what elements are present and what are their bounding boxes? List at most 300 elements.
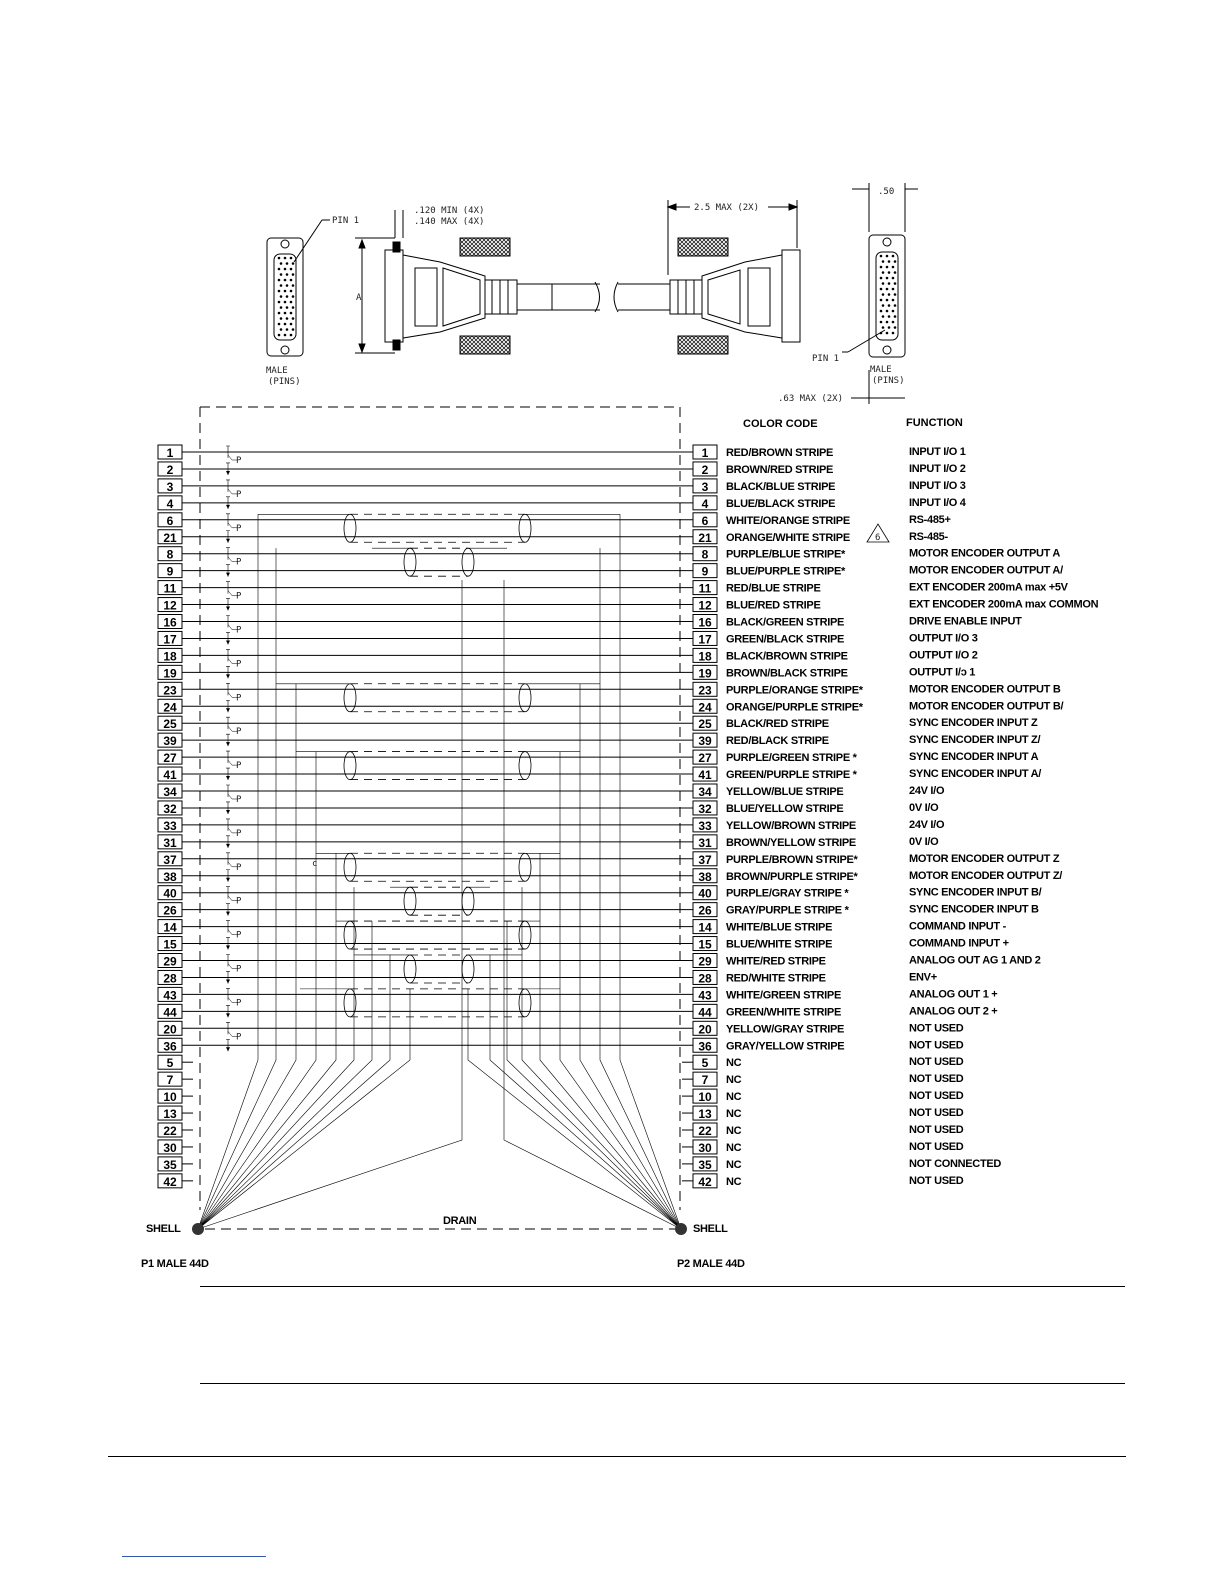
shield-right-ellipse: [519, 752, 531, 780]
p2-pin-number: 5: [701, 1056, 709, 1071]
function: INPUT I/O 1: [909, 446, 966, 458]
function: MOTOR ENCODER OUTPUT A/: [909, 564, 1063, 577]
p2-pin-number: 10: [698, 1090, 712, 1105]
p1-pin-number: 19: [163, 666, 177, 681]
shield-right-ellipse: [519, 514, 531, 542]
p1-pin-number: 30: [163, 1140, 177, 1155]
color-code: YELLOW/GRAY STRIPE: [726, 1023, 845, 1036]
p2-pin-number: 18: [698, 649, 712, 664]
p2-pin-number: 26: [698, 903, 712, 918]
color-code: ORANGE/PURPLE STRIPE*: [726, 701, 863, 714]
color-code: BLACK/BROWN STRIPE: [726, 650, 848, 663]
svg-text:6: 6: [875, 533, 881, 543]
twist-mark: P: [236, 693, 242, 704]
twist-mark: P: [236, 659, 242, 670]
p2-pin-number: 3: [701, 479, 709, 494]
right-pin1-label: PIN 1: [812, 354, 840, 364]
color-code: YELLOW/BROWN STRIPE: [726, 819, 856, 832]
p1-pin-number: 17: [163, 632, 177, 647]
function: EXT ENCODER 200mA max +5V: [909, 581, 1068, 594]
p1-pin-number: 40: [163, 886, 177, 901]
bottom-rule: [200, 1383, 1125, 1384]
shield-right-ellipse: [519, 921, 531, 949]
twist-arrow: [226, 810, 230, 814]
drain-wire-right: [490, 955, 681, 1229]
function: SYNC ENCODER INPUT B/: [909, 886, 1042, 899]
header-function: FUNCTION: [906, 417, 963, 429]
drain-wire-right: [468, 989, 681, 1229]
p2-pin-number: 34: [698, 785, 712, 799]
color-code: NC: [726, 1074, 742, 1087]
pin-row: [158, 1055, 964, 1070]
color-code: RED/BLUE STRIPE: [726, 582, 821, 595]
function: 0V I/O: [909, 835, 939, 848]
pin-row: [158, 869, 1062, 884]
p2-pin-number: 30: [698, 1140, 712, 1155]
header-color-code: COLOR CODE: [743, 418, 818, 430]
p2-pin-number: 38: [698, 869, 712, 884]
twist-arrow: [226, 1047, 230, 1051]
twist-mark: P: [236, 761, 242, 772]
drain-wire-left: [198, 684, 296, 1229]
color-code: WHITE/ORANGE STRIPE: [726, 514, 850, 527]
twist-arrow: [226, 946, 230, 950]
pin-row: [158, 699, 1063, 714]
drain-wire-left: [198, 548, 276, 1229]
p2-pin-number: 33: [698, 818, 712, 833]
function: RS-485+: [909, 513, 951, 526]
shell-right-label: SHELL: [693, 1223, 728, 1235]
dim-63-label: .63 MAX (2X): [778, 394, 844, 404]
footer-rule: [108, 1456, 1126, 1457]
p1-pin-number: 42: [163, 1174, 177, 1189]
pin-row: [158, 665, 975, 680]
color-code: BLUE/PURPLE STRIPE*: [726, 565, 845, 578]
function: NOT USED: [909, 1140, 964, 1153]
p2-pin-number: 6: [701, 513, 709, 528]
twist-mark: P: [236, 727, 242, 738]
pin-row: [158, 530, 948, 545]
pin-row: [158, 445, 966, 466]
twist-mark: P: [236, 964, 242, 975]
pin-row: [158, 750, 1039, 771]
drain-wire-left: [198, 752, 316, 1229]
p1-pin-number: 21: [163, 530, 177, 545]
p1-pin-number: 23: [163, 683, 177, 698]
left-male-label: MALE: [266, 366, 288, 376]
function: NOT USED: [909, 1073, 964, 1086]
p1-pin-number: 8: [166, 547, 174, 562]
function: NOT USED: [909, 1107, 964, 1120]
p1-pin-number: 27: [163, 751, 177, 766]
p2-pin-number: 12: [698, 598, 712, 613]
function: MOTOR ENCODER OUTPUT B/: [909, 700, 1064, 713]
center-drain-right: [504, 580, 681, 1229]
shield-left-ellipse: [344, 853, 356, 881]
p1-pin-number: 35: [163, 1157, 177, 1172]
pin-row: [158, 1089, 964, 1104]
p1-pin-number: 26: [163, 903, 177, 918]
shield-right-ellipse: [462, 887, 474, 915]
color-code: GRAY/YELLOW STRIPE: [726, 1040, 845, 1053]
p1-pin-number: 22: [163, 1124, 177, 1138]
color-code: PURPLE/BLUE STRIPE*: [726, 548, 845, 561]
p1-pin-number: 15: [163, 937, 177, 952]
color-code: WHITE/BLUE STRIPE: [726, 921, 833, 934]
function: NOT USED: [909, 1124, 964, 1136]
function: SYNC ENCODER INPUT Z: [909, 717, 1038, 730]
twist-arrow: [226, 505, 230, 509]
function: OUTPUT I/ɔ 1: [909, 666, 976, 679]
p2-pin-number: 24: [698, 700, 712, 715]
p1-pin-number: 34: [163, 785, 177, 799]
function: MOTOR ENCODER OUTPUT Z: [909, 852, 1060, 865]
function: INPUT I/O 3: [909, 479, 966, 492]
p1-pin-number: 43: [163, 988, 177, 1003]
p2-pin-number: 2: [701, 462, 709, 477]
p1-pin-number: 31: [163, 835, 177, 850]
p2-pin-number: 42: [698, 1174, 712, 1189]
p2-pin-number: 37: [698, 852, 712, 867]
connector-drawing: [266, 183, 918, 404]
color-code: RED/WHITE STRIPE: [726, 972, 826, 985]
twist-mark: P: [236, 998, 242, 1009]
p2-pin-number: 22: [698, 1124, 712, 1138]
pin-row: [158, 479, 966, 500]
shell-right-ground: [675, 1223, 687, 1235]
p1-pin-number: 37: [163, 852, 177, 867]
function: NOT USED: [909, 1039, 964, 1052]
function: COMMAND INPUT -: [909, 920, 1006, 933]
p1-pin-number: 11: [163, 581, 177, 596]
p1-pin-number: 3: [166, 479, 174, 494]
twist-mark: P: [236, 828, 242, 839]
function: NOT USED: [909, 1022, 964, 1035]
shield-left-ellipse: [404, 548, 416, 576]
p1-pin-number: 28: [163, 971, 177, 986]
twist-mark: P: [236, 557, 242, 568]
p2-pin-number: 41: [698, 768, 712, 783]
color-code: NC: [726, 1108, 742, 1121]
shield-right-ellipse: [462, 548, 474, 576]
p2-pin-number: 28: [698, 971, 712, 986]
color-code: PURPLE/GREEN STRIPE *: [726, 752, 857, 765]
twist-arrow: [226, 742, 230, 746]
function: MOTOR ENCODER OUTPUT A: [909, 547, 1061, 560]
color-code: BLUE/BLACK STRIPE: [726, 497, 836, 510]
right-connector-face: [869, 235, 905, 357]
pin-row: [158, 987, 997, 1008]
function: ANALOG OUT AG 1 AND 2: [909, 954, 1041, 967]
twist-arrow: [226, 674, 230, 678]
shield-left-ellipse: [404, 955, 416, 983]
function: OUTPUT I/O 2: [909, 649, 978, 662]
twist-arrow: [226, 607, 230, 611]
p2-pin-number: 35: [698, 1157, 712, 1172]
p1-pin-number: 4: [166, 496, 174, 511]
drain-wire-right: [507, 921, 681, 1229]
top-rule: [200, 1286, 1125, 1287]
p2-pin-number: 32: [698, 801, 712, 816]
dim-a-label: A: [356, 293, 362, 303]
color-code: NC: [726, 1125, 742, 1137]
function: MOTOR ENCODER OUTPUT Z/: [909, 869, 1063, 882]
p1-pin-number: 13: [163, 1107, 177, 1122]
twist-arrow: [226, 878, 230, 882]
p2-pin-number: 29: [698, 954, 712, 969]
p2-pin-number: 1: [701, 446, 709, 460]
p1-pin-number: 44: [163, 1005, 177, 1020]
function: EXT ENCODER 200mA max COMMON: [909, 598, 1099, 611]
p1-pin-number: 20: [163, 1022, 177, 1037]
p2-pin-number: 14: [698, 920, 712, 935]
p2-pin-number: 4: [701, 496, 709, 511]
function: SYNC ENCODER INPUT A/: [909, 768, 1042, 781]
color-code: NC: [726, 1175, 742, 1188]
drain-wire-right: [522, 887, 681, 1229]
shield-right-ellipse: [519, 684, 531, 712]
function: NOT CONNECTED: [909, 1157, 1002, 1170]
p1-pin-number: 12: [163, 598, 177, 613]
pin-row: [158, 767, 1041, 782]
p2-pin-number: 20: [698, 1022, 712, 1037]
pin-row: [158, 1038, 964, 1053]
function: NOT USED: [909, 1174, 964, 1187]
right-pin-dots: [880, 255, 897, 335]
p2-pin-number: 15: [698, 937, 712, 952]
p1-pin-number: 41: [163, 768, 177, 783]
p1-pin-number: 10: [163, 1090, 177, 1105]
color-code: GRAY/PURPLE STRIPE *: [726, 904, 849, 917]
right-pins-label: (PINS): [872, 376, 905, 386]
function: INPUT I/O 2: [909, 462, 966, 475]
twist-mark: P: [236, 862, 242, 873]
p2-pin-number: 9: [701, 564, 709, 579]
p1-pin-number: 6: [166, 513, 174, 528]
twist-arrow: [226, 1013, 230, 1017]
color-code: GREEN/WHITE STRIPE: [726, 1006, 841, 1019]
p1-pin-number: 9: [166, 564, 174, 579]
function: ENV+: [909, 971, 937, 984]
function: RS-485-: [909, 530, 948, 543]
twist-arrow: [226, 912, 230, 916]
p2-pin-number: 25: [698, 717, 712, 732]
p1-label: P1 MALE 44D: [141, 1258, 209, 1270]
twist-mark: P: [236, 795, 242, 805]
p2-pin-number: 23: [698, 683, 712, 698]
overall-shield-outline: [200, 407, 680, 1229]
p1-pin-number: 18: [163, 649, 177, 664]
color-code: BLACK/GREEN STRIPE: [726, 616, 845, 629]
pin-row: [158, 937, 1009, 952]
p1-pin-number: 29: [163, 954, 177, 969]
p1-pin-number: 38: [163, 869, 177, 884]
twist-arrow: [226, 573, 230, 577]
dim-50-label: .50: [878, 187, 895, 197]
pin-row: [158, 716, 1038, 737]
twist-arrow: [226, 471, 230, 475]
function: NOT USED: [909, 1090, 964, 1103]
shell-left-ground: [192, 1223, 204, 1235]
color-code: PURPLE/BROWN STRIPE*: [726, 853, 858, 866]
color-code: PURPLE/ORANGE STRIPE*: [726, 684, 863, 697]
function: COMMAND INPUT +: [909, 937, 1009, 950]
pin-row: [158, 920, 1007, 941]
pin-row: [158, 1123, 964, 1138]
shield-right-ellipse: [519, 853, 531, 881]
dim-max-label: .140 MAX (4X): [414, 217, 485, 227]
twist-mark: P: [236, 591, 242, 602]
pin-row: [158, 903, 1039, 918]
function: ANALOG OUT 1 +: [909, 988, 998, 1001]
left-pins-label: (PINS): [268, 377, 301, 387]
function: DRIVE ENABLE INPUT: [909, 615, 1022, 628]
p1-pin-number: 2: [166, 462, 174, 477]
function: INPUT I/O 4: [909, 496, 966, 509]
function: ANALOG OUT 2 +: [909, 1005, 998, 1018]
pin-row: [158, 496, 967, 511]
twist-mark: P: [236, 625, 242, 636]
drain-wire-right: [600, 548, 681, 1229]
p1-pin-number: 16: [163, 615, 177, 630]
pin-row: [158, 733, 1040, 748]
dim-min-label: .120 MIN (4X): [414, 206, 485, 216]
p2-pin-number: 39: [698, 734, 712, 749]
pin-row: [158, 1004, 997, 1019]
p2-pin-number: 7: [701, 1073, 709, 1088]
function: SYNC ENCODER INPUT Z/: [909, 734, 1041, 747]
color-code: NC: [726, 1057, 742, 1070]
twist-mark: P: [236, 930, 242, 941]
color-code: BLUE/RED STRIPE: [726, 599, 821, 612]
p1-pin-number: 33: [163, 818, 177, 833]
drain-wire-left: [198, 921, 372, 1229]
function: 24V I/O: [909, 818, 945, 831]
function: SYNC ENCODER INPUT A: [909, 751, 1039, 764]
pin-row: [158, 648, 978, 669]
twist-mark: P: [236, 489, 242, 500]
shield-left-ellipse: [344, 752, 356, 780]
shield-left-ellipse: [344, 684, 356, 712]
p2-label: P2 MALE 44D: [677, 1258, 745, 1270]
shell-left-label: SHELL: [146, 1223, 181, 1235]
twist-mark: P: [236, 1032, 242, 1043]
color-code: NC: [726, 1141, 742, 1154]
p1-pin-number: 39: [163, 734, 177, 749]
twist-mark: P: [236, 523, 242, 534]
p2-pin-number: 36: [698, 1039, 712, 1054]
twist-arrow: [226, 708, 230, 712]
p2-pin-number: 13: [698, 1107, 712, 1122]
shield-right-ellipse: [519, 989, 531, 1017]
pin-row: [158, 1157, 1001, 1172]
pin-row: [158, 970, 937, 985]
color-code: BLACK/RED STRIPE: [726, 718, 829, 731]
left-pin-dots: [278, 257, 295, 337]
pin-row: [158, 462, 966, 477]
p2-pin-number: 16: [698, 615, 712, 630]
p1-pin-number: 14: [163, 920, 177, 935]
function: 24V I/O: [909, 785, 945, 797]
color-code: BROWN/RED STRIPE: [726, 463, 834, 476]
shield-left-ellipse: [344, 514, 356, 542]
function: OUTPUT I/O 3: [909, 632, 978, 645]
color-code: BROWN/BLACK STRIPE: [726, 667, 848, 680]
twist-mark: P: [236, 896, 242, 907]
function: 0V I/O: [909, 801, 939, 814]
p2-pin-number: 43: [698, 988, 712, 1003]
pin-rows: [158, 445, 1099, 1189]
color-code: NC: [726, 1091, 742, 1104]
color-code: RED/BROWN STRIPE: [726, 447, 834, 459]
color-code: RED/BLACK STRIPE: [726, 735, 829, 748]
p1-pin-number: 1: [166, 446, 174, 460]
twist-arrow: [226, 979, 230, 983]
color-code: BROWN/PURPLE STRIPE*: [726, 870, 858, 883]
shield-left-ellipse: [404, 887, 416, 915]
p2-pin-number: 19: [698, 666, 712, 681]
right-male-label: MALE: [870, 365, 892, 375]
color-code: BROWN/YELLOW STRIPE: [726, 836, 856, 849]
color-code: GREEN/BLACK STRIPE: [726, 633, 845, 646]
stray-mark: c: [312, 859, 318, 869]
twist-arrow: [226, 539, 230, 543]
color-code: ORANGE/WHITE STRIPE: [726, 531, 850, 544]
pin-row: [158, 615, 1022, 636]
pin-row: [158, 1021, 964, 1042]
shield-right-ellipse: [462, 955, 474, 983]
color-code: PURPLE/GRAY STRIPE *: [726, 887, 849, 900]
function: SYNC ENCODER INPUT B: [909, 903, 1039, 916]
note-6-marker: [867, 524, 889, 543]
color-code: NC: [726, 1158, 742, 1171]
pin-row: [158, 513, 951, 534]
drain-wire-right: [560, 752, 681, 1229]
color-code: WHITE/GREEN STRIPE: [726, 989, 841, 1002]
pin-row: [158, 801, 939, 816]
pin-row: [158, 835, 939, 850]
pin-row: [158, 564, 1063, 579]
drain-label: DRAIN: [443, 1215, 477, 1227]
twist-arrow: [226, 640, 230, 644]
p1-pin-number: 7: [166, 1073, 174, 1088]
p1-pin-number: 32: [163, 801, 177, 816]
color-code: GREEN/PURPLE STRIPE *: [726, 769, 857, 782]
dim-25-label: 2.5 MAX (2X): [694, 203, 760, 213]
p2-pin-number: 40: [698, 886, 712, 901]
p2-pin-number: 27: [698, 751, 712, 766]
left-pin1-label: PIN 1: [332, 216, 360, 226]
pin-row: [158, 631, 978, 646]
pin-row: [158, 598, 1099, 613]
p1-pin-number: 36: [163, 1039, 177, 1054]
drain-wire-right: [580, 684, 681, 1229]
pin-row: [158, 1140, 964, 1155]
p2-pin-number: 17: [698, 632, 712, 647]
color-code: YELLOW/BLUE STRIPE: [726, 786, 844, 798]
p1-pin-number: 5: [166, 1056, 174, 1071]
left-backshell: [385, 250, 403, 342]
color-code: BLACK/BLUE STRIPE: [726, 480, 836, 493]
p2-pin-number: 8: [701, 547, 709, 562]
twist-arrow: [226, 844, 230, 848]
function: MOTOR ENCODER OUTPUT B: [909, 683, 1061, 696]
footer-link-underline[interactable]: [122, 1556, 266, 1557]
p2-pin-number: 44: [698, 1005, 712, 1020]
p2-pin-number: 31: [698, 835, 712, 850]
p1-pin-number: 24: [163, 700, 177, 715]
p2-pin-number: 11: [698, 581, 712, 596]
